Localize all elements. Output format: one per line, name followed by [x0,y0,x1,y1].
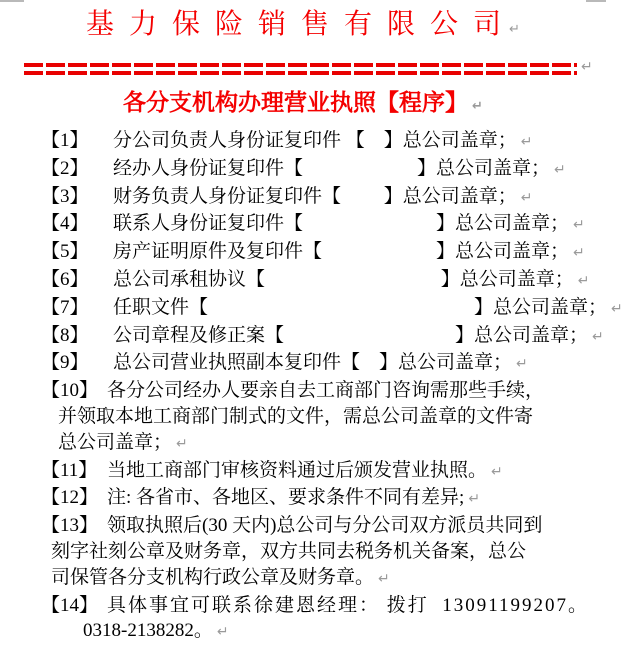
item-text: 经办人身份证复印件【 】总公司盖章； [113,157,551,179]
item-text: 领取执照后(30 天内)总公司与分公司双方派员共同到 [107,515,543,537]
paragraph-mark-icon: ↵ [520,134,533,150]
paragraph-mark-icon: ↵ [577,272,590,289]
item-line [51,539,606,565]
item-text: 联系人身份证复印件【 】总公司盖章； [113,213,570,235]
item-text: 总公司营业执照副本复印件【 】总公司盖章； [113,352,513,374]
paragraph-mark-icon: ↵ [611,300,623,317]
item-number: 【3】 [41,185,89,207]
item-line [113,350,606,378]
list-item [0,485,606,513]
item-line [113,267,606,295]
item-line [58,404,606,430]
paragraph-mark-icon: ↵ [573,217,585,234]
item-line [107,513,606,539]
item-line [58,430,606,458]
company-title-text: 基 力 保 险 销 售 有 限 公 司 [86,9,506,40]
paragraph-mark-icon: ↵ [378,570,390,587]
paragraph-mark-icon: ↵ [216,624,229,641]
paragraph-mark-icon: ↵ [509,22,520,37]
item-line [113,295,623,323]
item-number: 【7】 [41,296,89,318]
item-text: 总公司承租协议【 】总公司盖章； [113,268,574,290]
company-title [0,10,606,45]
red-divider [24,59,593,75]
item-line [107,485,606,513]
list-item [0,323,606,351]
item-number: 【1】 [41,130,89,151]
item-line [113,323,606,351]
divider-bar-bottom [24,71,577,75]
list-item [0,156,606,184]
item-text: 各分公司经办人要亲自去工商部门咨询需那些手续， [107,380,545,402]
item-text: 司保管各分支机构行政公章及财务章。 [51,566,375,588]
margin-mark-right [586,0,606,2]
item-number: 【5】 [41,241,89,263]
item-line [83,618,606,646]
item-line [113,128,606,156]
paragraph-mark-icon: ↵ [520,189,533,206]
paragraph-mark-icon: ↵ [472,99,483,114]
item-text: 公司章程及修正案【 】总公司盖章； [113,324,589,346]
item-number: 【4】 [41,213,89,235]
item-text: 刻字社刻公章及财务章，双方共同去税务机关备案，总公 [51,540,527,562]
item-number: 【10】 [41,380,99,402]
item-text: 注: 各省市、各地区、要求条件不同有差异; [107,487,465,509]
item-text: 房产证明原件及复印件【 】总公司盖章； [113,241,570,263]
item-number: 【12】 [41,487,99,509]
paragraph-mark-icon: ↵ [176,435,188,452]
item-text: 具体事宜可联系徐建恩经理： 拨打 13091199207。 [107,594,590,616]
list-item [0,184,606,212]
item-line [107,458,606,486]
paragraph-mark-icon: ↵ [573,245,585,262]
item-text: 分公司负责人身份证复印件 【 】总公司盖章； [113,130,517,151]
paragraph-mark-icon: ↵ [554,161,566,178]
list-item [0,295,623,323]
item-line [113,211,606,239]
item-line [107,593,606,619]
item-number: 【9】 [41,352,89,374]
list-item [0,239,606,267]
list-item [0,458,606,486]
item-text: 0318-2138282。 [83,620,213,642]
paragraph-mark-icon: ↵ [581,59,593,75]
paragraph-mark-icon: ↵ [516,356,528,373]
item-text: 任职文件【 】总公司盖章； [113,296,608,318]
list-item [0,593,606,646]
item-number: 【8】 [41,324,89,346]
list-item [0,211,606,239]
list-item [0,128,606,156]
margin-mark-left [0,0,24,2]
doc-heading [0,90,606,120]
item-number: 【13】 [41,515,99,537]
list-item [0,267,606,295]
item-text: 总公司盖章； [58,431,173,453]
item-text: 当地工商部门审核资料通过后颁发营业执照。 [107,459,488,481]
item-number: 【14】 [41,594,99,616]
item-line [107,378,606,404]
item-line [113,239,606,267]
item-number: 【2】 [41,157,89,179]
list-item [0,378,606,457]
item-number: 【6】 [41,268,89,290]
item-text: 并领取本地工商部门制式的文件，需总公司盖章的文件寄 [58,405,534,427]
paragraph-mark-icon: ↵ [592,328,604,345]
paragraph-mark-icon: ↵ [491,463,503,480]
red-divider-line [24,63,577,75]
item-line [51,565,606,593]
doc-heading-text: 各分支机构办理营业执照【程序】 [123,90,469,115]
list-item [0,513,606,592]
procedure-list [0,128,623,646]
list-item [0,350,606,378]
item-number: 【11】 [41,459,98,481]
divider-bar-top [24,63,577,67]
item-text: 财务负责人身份证复印件【 】总公司盖章； [113,185,517,207]
item-line [113,184,606,212]
item-line [113,156,606,184]
paragraph-mark-icon: ↵ [468,491,481,508]
